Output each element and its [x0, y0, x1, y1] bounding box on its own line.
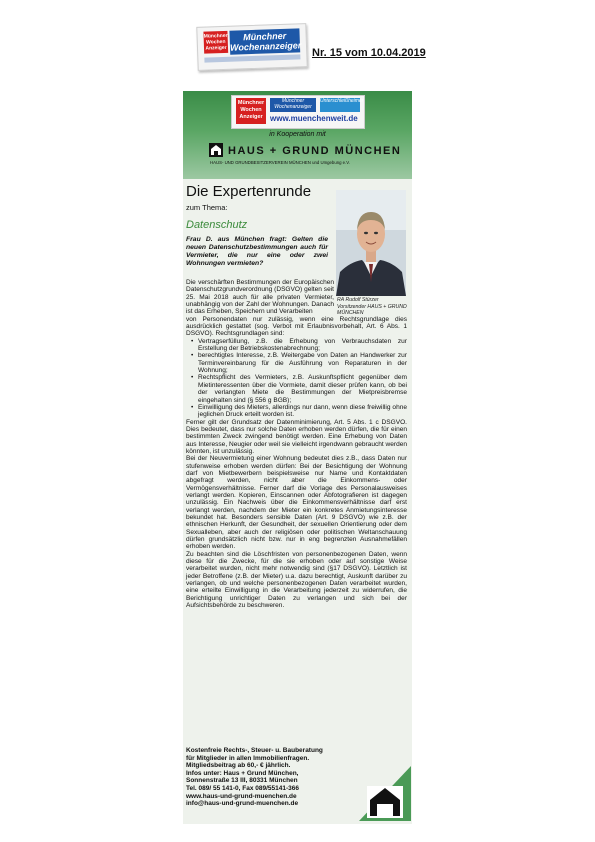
footer-line: für Mitglieder in allen Immobilienfragen.	[186, 754, 310, 762]
footer-line: Mitgliedsbeitrag ab 60,- € jährlich.	[186, 762, 291, 770]
list-item: • Vertragserfüllung, z.B. die Erhebung von Verbrauchsdaten zur Erstellung der Betriebskostenabrechnung;	[192, 338, 407, 353]
article-title: Die Expertenrunde	[186, 183, 312, 200]
cooperation-banner	[183, 91, 412, 179]
footer-website: www.haus-und-grund-muenchen.de	[186, 792, 297, 800]
contact-footer	[186, 747, 356, 808]
org-subtitle: HAUS- UND GRUNDBESITZERVEREIN MÜNCHEN und Umgebung e.V.	[210, 160, 350, 165]
footer-email: info@haus-und-grund-muenchen.de	[186, 800, 299, 808]
masthead-blue-logo: Münchner Wochenanzeiger	[229, 28, 300, 54]
haus-und-grund-logo	[359, 766, 411, 821]
footer-line: Kostenfreie Rechts-, Steuer- u. Bauberatung	[186, 747, 323, 754]
footer-line: Tel. 089/ 55 141-0, Fax 089/55141-366	[186, 784, 299, 792]
article-body	[186, 279, 407, 609]
paragraph: Die verschärften Bestimmungen der Europäischen Datenschutzgrundverordnung (DSGVO) gelten seit 25. Mai 2018 auch für alle privaten Vermieter, unabhängig von der Zahl der Wohnungen. Danach ist das Erheben, Speichern und Verarbeiten	[186, 279, 334, 316]
house-icon	[209, 143, 223, 157]
footer-line: Infos unter: Haus + Grund München,	[186, 769, 299, 777]
org-name: HAUS + GRUND MÜNCHEN	[228, 145, 402, 157]
cooperation-text: in Kooperation mit	[269, 131, 326, 138]
banner-url: www.muenchenweit.de	[270, 114, 358, 123]
banner-blue-logo: Münchner Wochenanzeiger	[270, 98, 316, 112]
photo-caption: RA Rudolf Stürzer Vorsitzender HAUS + GRUND MÜNCHEN	[337, 297, 407, 316]
paragraph: Bei der Neuvermietung einer Wohnung bedeutet dies z.B., dass Daten nur stufenweise erhoben werden dürfen: Bei der Besichtigung der Wohnung darf von Mietbewerbern beispielsweise nur Name und Kontaktdaten abgefragt werden, nicht aber die Einkommens- oder Vermögensverhältnisse. Ferner darf die Vorlage des Personalausweises verlangt werden. Kopieren, Einscannen oder Abfotografieren ist dagegen unzulässig. Ein Nachweis über die Einkommensverhältnisse darf erst verlangt werden, nachdem der Mieter ein konkretes Anmietungsinteresse bekundet hat. Besonders sensible Daten (Art. 9 DSGVO) wie z.B. der ethnischen Herkunft, der Gesundheit, der sexuellen Orientierung oder dem Sexualleben, aber auch der religiösen oder politischen Weltanschauung dürfen grundsätzlich nicht bzw. nur in eng begrenzten Ausnahmefällen erhoben werden.	[186, 455, 407, 551]
masthead-red-logo: Münchner Wochen Anzeiger	[203, 31, 228, 54]
legal-basis-list	[186, 338, 407, 419]
banner-blue-logo-2: Unterschleißheimer	[320, 98, 360, 112]
issue-label: Nr. 15 vom 10.04.2019	[312, 47, 426, 59]
footer-line: Sonnenstraße 13 III, 80331 München	[186, 777, 298, 785]
newspaper-image	[196, 23, 307, 71]
banner-red-logo: Münchner Wochen Anzeiger	[236, 98, 266, 124]
reader-question: Frau D. aus München fragt: Gelten die neuen Datenschutzbestimmungen auch für Vermieter, die nur eine oder zwei Wohnungen vermieten?	[186, 236, 328, 267]
masthead-logo	[197, 25, 305, 67]
list-item: • berechtigtes Interesse, z.B. Weitergabe von Daten an Handwerker zur Terminvereinbarung für die Ausführung von Reparaturen in der Wohnung;	[192, 352, 407, 374]
paragraph: von Personendaten nur zulässig, wenn eine Rechtsgrundlage dies ausdrücklich gestattet (sog. Verbot mit Erlaubnisvorbehalt, Art. 6 Abs. 1 DSGVO). Rechtsgrundlagen sind:	[186, 315, 407, 338]
article-subtitle: zum Thema:	[186, 203, 228, 212]
article-topic: Datenschutz	[186, 219, 248, 231]
list-item: • Rechtspflicht des Vermieters, z.B. Auskunftspflicht gegenüber dem Mietinteressenten über die Vormiete, damit dieser prüfen kann, ob bei der verlangten Miete die Bestimmungen der Mietpreisbremse eingehalten sind (§ 556 g BGB);	[192, 374, 407, 403]
masthead-strip	[204, 54, 300, 62]
paragraph: Ferner gilt der Grundsatz der Datenminimierung, Art. 5 Abs. 1 c DSGVO. Dies bedeutet, dass nur solche Daten erhoben werden dürfen, die für einen bestimmten Zweck zwingend benötigt werden. Eine Erhebung von Daten aus Interesse, Neugier oder weil sie vielleicht irgendwann gebraucht werden könnten, ist unzulässig.	[186, 418, 407, 455]
paragraph: Zu beachten sind die Löschfristen von personenbezogenen Daten, wenn diese für die Zwecke, für die sie erhoben oder auf sonstige Weise verarbeitet wurden, nicht mehr notwendig sind (§17 DSGVO). Letztlich ist jeder Betroffene (z.B. der Mieter) u.a. dazu berechtigt, Auskunft darüber zu verlangen, ob und welche personenbezogenen Daten verarbeitet wurden, eine erteilte Einwilligung in die Verarbeitung jederzeit zu widerrufen, die Berichtigung unrichtiger Daten zu verlangen und sich bei der Aufsichtsbehörde zu beschweren.	[186, 550, 407, 610]
list-item: • Einwilligung des Mieters, allerdings nur dann, wenn diese freiwillig ohne jeglichen Druck erteilt worden ist.	[192, 404, 407, 419]
newspaper-logo-box	[231, 95, 365, 129]
